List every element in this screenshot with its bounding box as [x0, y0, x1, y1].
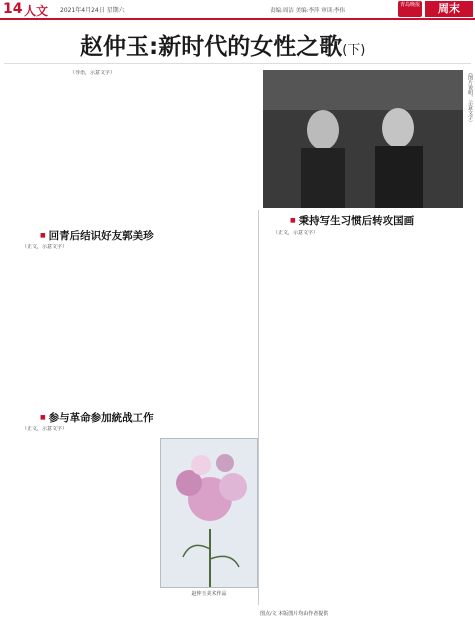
- section-heading-2: ■ 参与革命参加統战工作: [40, 410, 154, 425]
- section-title: 人文: [24, 4, 49, 18]
- portrait-image: [263, 70, 463, 208]
- section-2-body: [12, 426, 158, 606]
- newspaper-logo: 青岛晚报: [398, 1, 422, 17]
- intro-column: [60, 70, 250, 202]
- section-1-body: [12, 244, 252, 404]
- headline-suffix: (下): [342, 43, 366, 58]
- column-divider: [258, 210, 259, 605]
- header-divider: [4, 63, 471, 64]
- section-2-paragraph-1: （正文，示意文字）: [22, 426, 68, 432]
- article-headline: [80, 28, 365, 61]
- section-heading-1: ■ 回青后结识好友郭美珍: [40, 228, 154, 243]
- section-3-paragraph-1: （正文，示意文字）: [273, 230, 319, 236]
- portrait-photo: [263, 70, 463, 208]
- section-1-paragraph-1: （正文，示意文字）: [22, 244, 68, 250]
- intro-paragraph: （导语，示意文字）: [70, 70, 116, 76]
- painting-image: [161, 439, 258, 588]
- painting-caption: 赵仲玉美术作品: [191, 591, 227, 597]
- photo-caption: （图片说明，示意文字）: [467, 70, 473, 125]
- masthead: [0, 0, 475, 20]
- headline-text: 赵仲玉:新时代的女性之歌: [80, 34, 343, 60]
- flower-painting: [160, 438, 258, 588]
- footer-credit: 图点/文 本版图片均由作者提供: [260, 611, 329, 617]
- editor-credits: 责编:周洁 美编:李萍 审读:李伟: [270, 8, 346, 14]
- section-heading-3: ■ 秉持写生习惯后转攻国画: [290, 213, 414, 228]
- page-number: 14: [3, 1, 23, 17]
- weekend-badge: 周末: [425, 1, 473, 17]
- section-3-body: [263, 230, 468, 606]
- issue-date: 2021年4月24日 星期六: [60, 7, 125, 14]
